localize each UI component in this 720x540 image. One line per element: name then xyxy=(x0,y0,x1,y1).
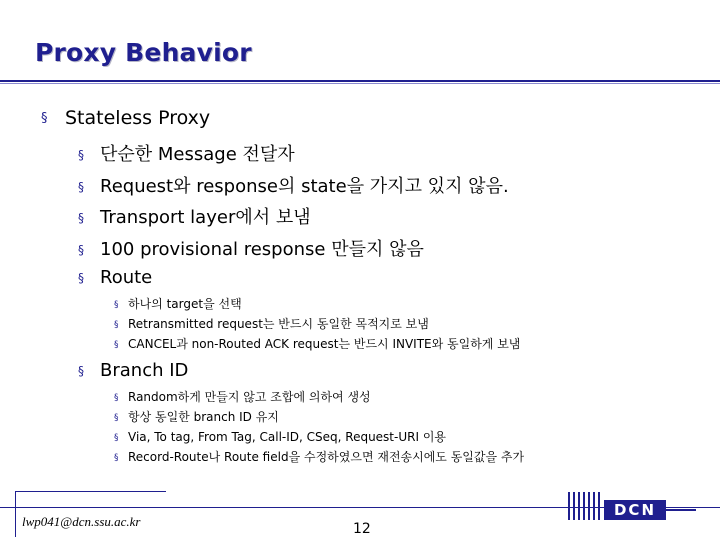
list-item: § Request와 response의 state을 가지고 있지 않음. xyxy=(78,176,509,197)
bullet-icon: § xyxy=(78,243,84,257)
page-number: 12 xyxy=(353,521,371,537)
sub-list-item: § 항상 동일한 branch ID 유지 xyxy=(114,410,279,424)
bullet-icon: § xyxy=(114,319,119,330)
title-underline xyxy=(0,80,720,82)
heading-text: Branch ID xyxy=(100,360,189,381)
list-item: § 단순한 Message 전달자 xyxy=(78,144,295,165)
bullet-icon: § xyxy=(114,299,119,310)
bullet-icon: § xyxy=(41,111,48,126)
bullet-icon: § xyxy=(114,339,119,350)
author-email: lwp041@dcn.ssu.ac.kr xyxy=(22,514,141,529)
sub-list-item: § Record-Route나 Route field을 수정하였으면 재전송시에도 동일값을 추가 xyxy=(114,450,525,464)
list-item: § Transport layer에서 보냄 xyxy=(78,207,311,228)
sub-list-item: § Retransmitted request는 반드시 동일한 목적지로 보냄 xyxy=(114,317,429,331)
list-item: § Route xyxy=(78,267,153,288)
bullet-icon: § xyxy=(78,211,84,225)
bullet-icon: § xyxy=(114,452,119,463)
bullet-stateless-proxy xyxy=(41,107,210,129)
dcn-logo: DCN xyxy=(604,500,666,520)
bullet-branch-id xyxy=(78,360,188,381)
title-underline-thin xyxy=(0,83,720,84)
sub-list-item: § Random하게 만들지 않고 조합에 의하여 생성 xyxy=(114,390,371,404)
sub-list-item: § 하나의 target을 선택 xyxy=(114,297,242,311)
sub-list-item: § CANCEL과 non-Routed ACK request는 반드시 INVITE와 동일하게 보냄 xyxy=(114,337,521,351)
logo-bars-icon xyxy=(568,492,602,520)
bullet-icon: § xyxy=(78,148,84,162)
bullet-icon: § xyxy=(114,392,119,403)
heading-text: Stateless Proxy xyxy=(65,107,211,129)
bullet-icon: § xyxy=(78,180,84,194)
bullet-icon: § xyxy=(78,271,84,285)
sub-list-item: § Via, To tag, From Tag, Call-ID, CSeq, Request-URI 이용 xyxy=(114,430,446,444)
bullet-icon: § xyxy=(114,432,119,443)
slide-title: Proxy Behavior xyxy=(35,38,252,67)
logo-tail xyxy=(666,509,696,511)
bullet-icon: § xyxy=(78,364,84,378)
bullet-icon: § xyxy=(114,412,119,423)
list-item: § 100 provisional response 만들지 않음 xyxy=(78,239,424,260)
